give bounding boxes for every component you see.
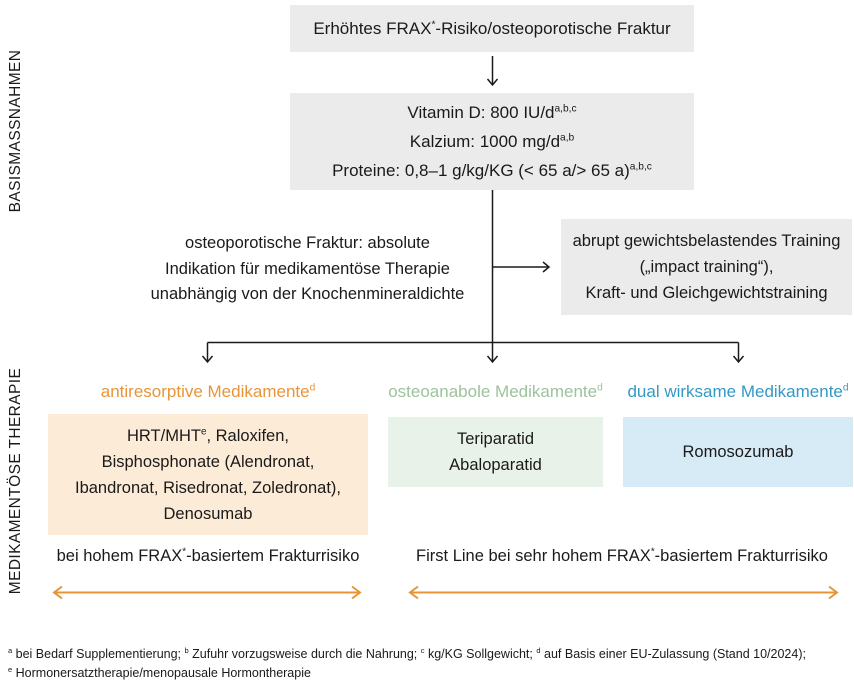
drug-box-dual-wirksame — [623, 417, 853, 487]
training-line-3: Kraft- und Gleichgewichtstraining — [585, 284, 828, 302]
drug-line-bisphosphonate: Bisphosphonate (Alendronat, — [101, 452, 315, 471]
heading-antiresorptive: antiresorptive Medikamente$^d$ — [100, 382, 316, 401]
drug-line-ibandronat: Ibandronat, Risedronat, Zoledronat), — [75, 478, 341, 497]
drug-line-denosumab: Denosumab — [163, 504, 253, 523]
risk-label-high: bei hohem FRAX*-basiertem Frakturrisiko — [56, 546, 360, 565]
proteine-line: Proteine: 0,8–1 g/kg/KG (< 65 a/> 65 a)$^{a,b,c}$ — [332, 161, 652, 180]
drug-line-romosozumab: Romosozumab — [682, 443, 794, 461]
training-line-1: abrupt gewichtsbelastendes Training — [572, 232, 841, 250]
kalzium-line: Kalzium: 1000 $mg/d^{a,b}$ — [409, 132, 575, 151]
training-box — [561, 219, 852, 315]
side-label-basismassnahmen: BASISMASSNAHMEN — [7, 49, 24, 213]
heading-dual-wirksame: dual wirksame Medikamente$^d$ — [627, 382, 849, 401]
training-line-2: („impact training“), — [639, 258, 774, 276]
drug-box-antiresorptive — [48, 414, 368, 535]
fracture-indication-note — [140, 231, 475, 308]
footnote-line-2: $^e$ Hormonersatztherapie/menopausale Hormontherapie — [8, 664, 311, 680]
drug-line-teriparatid: Teriparatid — [456, 430, 535, 448]
heading-osteoanabole: osteoanabole Medikamente$^d$ — [388, 382, 603, 401]
footnotes — [8, 645, 806, 683]
drug-line-hrt: HRT/MHT$^e$, Raloxifen, — [127, 426, 289, 445]
frax-risk-text: Erhöhtes FRAX*-Risiko/osteoporotische Fraktur — [313, 18, 671, 38]
vitamin-d-line: Vitamin D: 800 $IU/d^{a,b,c}$ — [407, 103, 577, 122]
risk-label-very-high: First Line bei sehr hohem FRAX*-basiertem Frakturrisiko — [416, 546, 828, 565]
side-label-medikamentoese-therapie: MEDIKAMENTÖSE THERAPIE — [7, 367, 24, 595]
note-line-3: unabhängig von der Knochenmineraldichte — [150, 285, 465, 303]
frax-risk-box — [290, 5, 694, 52]
basic-measures-box — [290, 93, 694, 190]
drug-box-osteoanabole — [388, 417, 603, 487]
note-line-1: osteoporotische Fraktur: absolute — [185, 234, 430, 252]
drug-line-abaloparatid: Abaloparatid — [449, 456, 542, 474]
note-line-2: Indikation für medikamentöse Therapie — [165, 259, 450, 278]
footnote-line-1: $^a$ bei Bedarf Supplementierung; $^b$ Zufuhr vorzugsweise durch die Nahrung; $^c$ kg/KG Sollgewicht; $^d$ auf Basis einer EU-Zulassung (Stand 10/2024); — [8, 645, 806, 661]
